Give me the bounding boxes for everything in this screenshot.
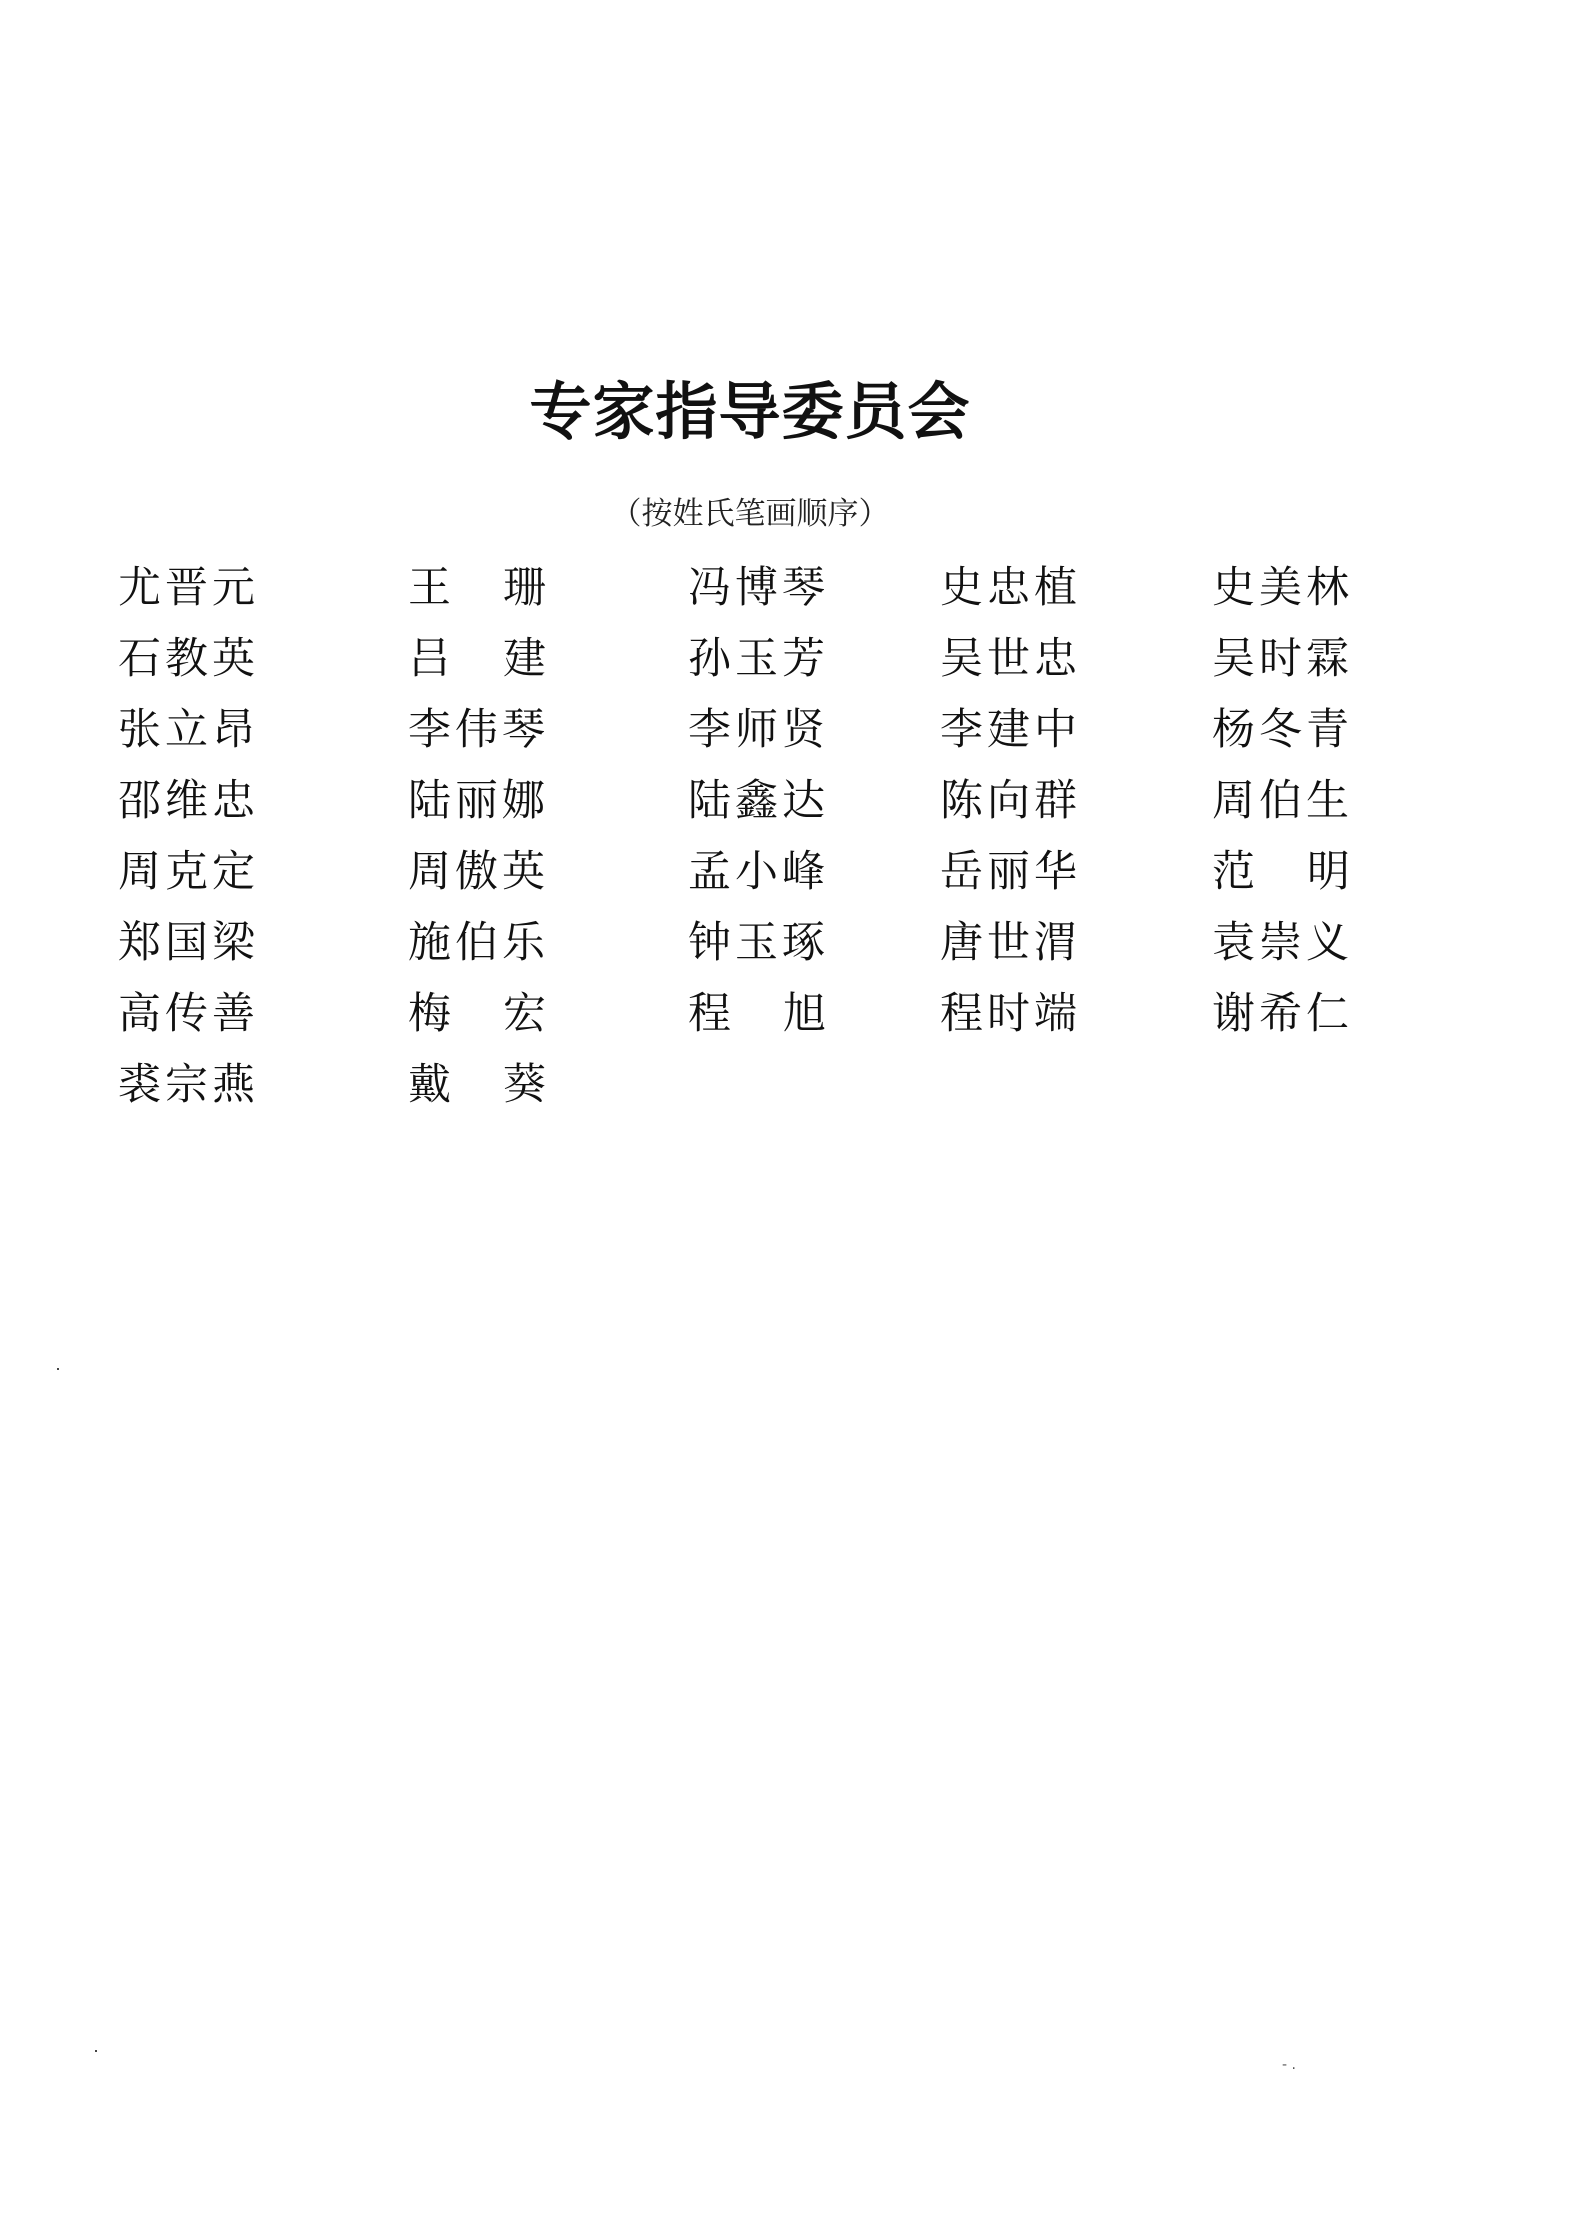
member-name: 冯博琴 <box>688 563 829 613</box>
page-title: 专家指导委员会 <box>529 375 971 448</box>
member-name: 钟玉琢 <box>688 918 829 968</box>
member-name: 袁崇义 <box>1212 918 1353 968</box>
member-name: 谢希仁 <box>1212 989 1353 1039</box>
page-subtitle: （按姓氏笔画顺序） <box>610 496 890 532</box>
member-name: 史忠植 <box>940 563 1081 613</box>
member-name: 王 珊 <box>408 563 546 613</box>
member-name: 张立昂 <box>118 705 259 755</box>
member-name: 陆丽娜 <box>408 776 549 826</box>
member-name: 岳丽华 <box>940 847 1081 897</box>
member-name: 梅 宏 <box>408 989 546 1039</box>
member-name: 周伯生 <box>1212 776 1353 826</box>
member-name: 李伟琴 <box>408 705 549 755</box>
member-name: 戴 葵 <box>408 1060 546 1110</box>
member-name: 陆鑫达 <box>688 776 829 826</box>
member-name: 裘宗燕 <box>118 1060 259 1110</box>
member-name: 孟小峰 <box>688 847 829 897</box>
member-name: 陈向群 <box>940 776 1081 826</box>
member-name: 杨冬青 <box>1212 705 1353 755</box>
member-name: 周克定 <box>118 847 259 897</box>
member-name: 吴世忠 <box>940 634 1081 684</box>
member-name: 郑国梁 <box>118 918 259 968</box>
member-name: 周傲英 <box>408 847 549 897</box>
member-name: 程 旭 <box>688 989 826 1039</box>
scan-speck <box>57 1368 59 1370</box>
member-name: 唐世渭 <box>940 918 1081 968</box>
member-name: 李师贤 <box>688 705 829 755</box>
member-name: 范 明 <box>1212 847 1350 897</box>
member-name: 程时端 <box>940 989 1081 1039</box>
member-name: 石教英 <box>118 634 259 684</box>
scan-mark: - . <box>1282 2057 1296 2073</box>
member-name: 吕 建 <box>408 634 546 684</box>
member-name: 李建中 <box>940 705 1081 755</box>
member-name: 尤晋元 <box>118 563 259 613</box>
scan-speck <box>95 2050 97 2052</box>
member-name: 施伯乐 <box>408 918 549 968</box>
member-name-grid <box>118 553 1418 1121</box>
member-name: 孙玉芳 <box>688 634 829 684</box>
member-name: 吴时霖 <box>1212 634 1353 684</box>
member-name: 史美林 <box>1212 563 1353 613</box>
member-name: 邵维忠 <box>118 776 259 826</box>
member-name: 高传善 <box>118 989 259 1039</box>
